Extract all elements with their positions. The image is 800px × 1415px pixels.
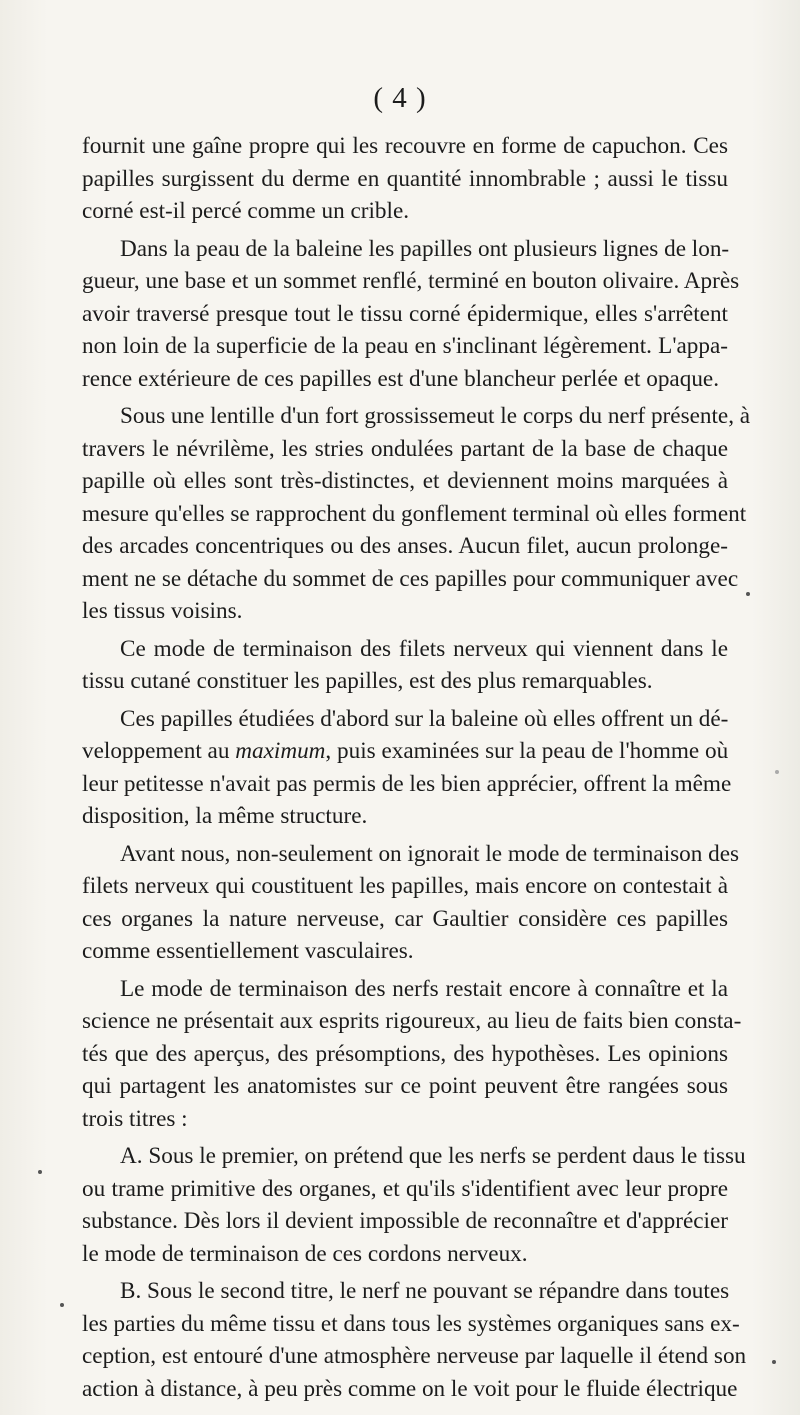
text-line: ces organes la nature nerveuse, car Gaultier considère ces papilles [82, 905, 728, 932]
text-line: ment ne se détache du sommet de ces papilles pour communiquer avec [82, 565, 739, 592]
text-line: les parties du même tissu et dans tous les systèmes organiques sans ex- [82, 1310, 740, 1337]
ink-speck [38, 1170, 42, 1174]
text-line: des arcades concentriques ou des anses. Aucun filet, aucun prolonge- [82, 533, 728, 559]
text-line: trois titres : [82, 1105, 188, 1132]
page-number: ( 4 ) [373, 82, 427, 114]
text-line: papille où elles sont très-distinctes, et deviennent moins marquées à [82, 468, 728, 494]
text-line: leur petitesse n'avait pas permis de les bien apprécier, offrent la même [82, 770, 732, 797]
text-line: comme essentiellement vasculaires. [82, 938, 414, 964]
text-line: fournit une gaîne propre qui les recouvre en forme de capuchon. Ces [82, 133, 728, 159]
text-line: les tissus voisins. [82, 598, 243, 624]
text-line: ou trame primitive des organes, et qu'ils s'identifient avec leur propre [82, 1175, 728, 1202]
text-line: mesure qu'elles se rapprochent du gonflement terminal où elles forment [82, 500, 747, 527]
text-line: tissu cutané constituer les papilles, est des plus remarquables. [82, 668, 653, 694]
text-line: gueur, une base et un sommet renflé, terminé en bouton olivaire. Après [82, 268, 740, 294]
text-line: non loin de la superficie de la peau en s'inclinant légèrement. L'appa- [82, 333, 728, 359]
text-line: ception, est entouré d'une atmosphère nerveuse par laquelle il étend son [82, 1343, 747, 1369]
text-line: A. Sous le premier, on prétend que les nerfs se perdent daus le tissu [120, 1143, 746, 1169]
ink-speck [746, 592, 750, 596]
text-line: Ces papilles étudiées d'abord sur la baleine où elles offrent un dé- [120, 705, 729, 732]
text-segment: , puis examinées sur la peau de l'homme où [325, 738, 729, 764]
text-line: Dans la peau de la baleine les papilles ont plusieurs lignes de lon- [120, 235, 730, 262]
text-line: action à distance, à peu près comme on le voit pour le fluide électrique [82, 1375, 738, 1402]
ink-speck [60, 1303, 64, 1307]
text-line: le mode de terminaison de ces cordons nerveux. [82, 1240, 528, 1267]
text-line: tés que des aperçus, des présomptions, des hypothèses. Les opinions [82, 1040, 728, 1067]
ink-speck [775, 770, 779, 774]
text-line: filets nerveux qui coustituent les papilles, mais encore on contestait à [82, 873, 728, 899]
text-line: Ce mode de terminaison des filets nerveux qui viennent dans le [120, 635, 728, 662]
text-line: Le mode de terminaison des nerfs restait encore à connaître et la [120, 975, 728, 1002]
body-text [82, 130, 751, 1405]
text-line: science ne présentait aux esprits rigoureux, au lieu de faits bien consta- [82, 1008, 742, 1034]
text-line: papilles surgissent du derme en quantité innombrable ; aussi le tissu [82, 165, 728, 192]
ink-speck [772, 1360, 776, 1364]
text-line: avoir traversé presque tout le tissu corné épidermique, elles s'arrêtent [82, 300, 728, 327]
text-line [82, 735, 728, 768]
text-line: rence extérieure de ces papilles est d'une blancheur perlée et opaque. [82, 365, 719, 392]
text-line: Avant nous, non-seulement on ignorait le mode de terminaison des [120, 840, 740, 867]
text-line: corné est-il percé comme un crible. [82, 198, 410, 224]
text-line: travers le névrilème, les stries ondulées partant de la base de chaque [82, 435, 728, 462]
text-line: Sous une lentille d'un fort grossissemeut le corps du nerf présente, à [120, 403, 751, 429]
text-line: substance. Dès lors il devient impossible de reconnaître et d'apprécier [82, 1208, 728, 1234]
text-line: qui partagent les anatomistes sur ce point peuvent être rangées sous [82, 1073, 728, 1099]
text-line: B. Sous le second titre, le nerf ne pouvant se répandre dans toutes [120, 1278, 730, 1304]
italic-term: maximum [235, 738, 326, 764]
text-segment: veloppement au [82, 738, 236, 764]
text-line: disposition, la même structure. [82, 803, 368, 829]
